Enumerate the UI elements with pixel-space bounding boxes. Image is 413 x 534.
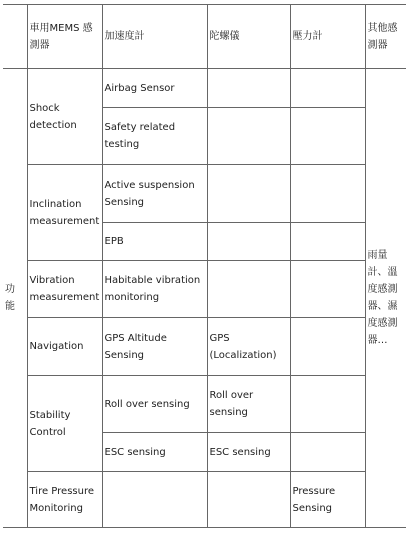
pressure-cell <box>290 108 365 165</box>
gyro-cell <box>207 69 290 108</box>
gyro-cell <box>207 472 290 528</box>
pressure-cell <box>290 69 365 108</box>
function-cell: Inclination measurement <box>27 165 102 261</box>
accel-cell: Airbag Sensor <box>102 69 207 108</box>
pressure-cell <box>290 376 365 433</box>
gyro-cell <box>207 165 290 223</box>
mems-sensor-table <box>3 4 406 528</box>
header-pressure-sensor: 壓力計 <box>290 5 365 69</box>
header-other-sensors: 其他感測器 <box>365 5 406 69</box>
table-row <box>3 261 406 318</box>
header-accelerometer: 加速度計 <box>102 5 207 69</box>
gyro-cell: Roll over sensing <box>207 376 290 433</box>
other-sensors-cell: 雨量計、溫度感測器、濕度感測器… <box>365 69 406 528</box>
gyro-cell <box>207 223 290 261</box>
pressure-cell <box>290 223 365 261</box>
accel-cell: EPB <box>102 223 207 261</box>
header-corner <box>3 5 27 69</box>
pressure-cell <box>290 261 365 318</box>
accel-cell: GPS Altitude Sensing <box>102 318 207 376</box>
gyro-cell <box>207 261 290 318</box>
function-cell: Shock detection <box>27 69 102 165</box>
pressure-cell <box>290 433 365 472</box>
header-gyroscope: 陀螺儀 <box>207 5 290 69</box>
function-side-label: 功能 <box>3 69 27 528</box>
table-row <box>3 69 406 108</box>
table-row <box>3 318 406 376</box>
pressure-cell: Pressure Sensing <box>290 472 365 528</box>
accel-cell: Safety related testing <box>102 108 207 165</box>
accel-cell: Roll over sensing <box>102 376 207 433</box>
function-cell: Navigation <box>27 318 102 376</box>
table-row <box>3 472 406 528</box>
table-row <box>3 376 406 433</box>
accel-cell: Habitable vibration monitoring <box>102 261 207 318</box>
pressure-cell <box>290 318 365 376</box>
function-cell: Tire Pressure Monitoring <box>27 472 102 528</box>
function-cell: Vibration measurement <box>27 261 102 318</box>
accel-cell <box>102 472 207 528</box>
gyro-cell: GPS (Localization) <box>207 318 290 376</box>
function-cell: Stability Control <box>27 376 102 472</box>
table-container <box>3 4 406 528</box>
table-row <box>3 165 406 223</box>
gyro-cell <box>207 108 290 165</box>
pressure-cell <box>290 165 365 223</box>
accel-cell: Active suspension Sensing <box>102 165 207 223</box>
header-row <box>3 5 406 69</box>
header-mems-sensor: 車用MEMS 感測器 <box>27 5 102 69</box>
accel-cell: ESC sensing <box>102 433 207 472</box>
gyro-cell: ESC sensing <box>207 433 290 472</box>
